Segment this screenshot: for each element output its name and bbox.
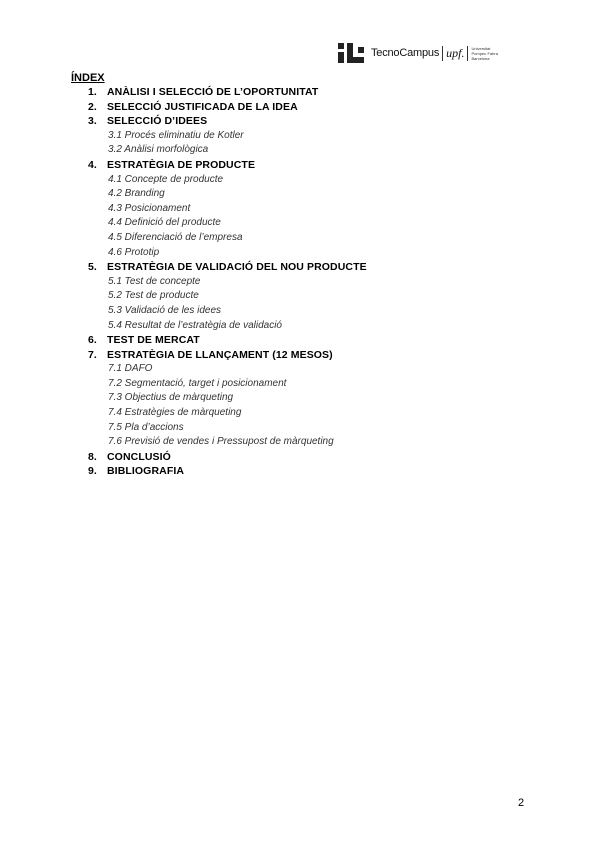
toc-entry	[0, 130, 600, 145]
toc-entry	[0, 217, 600, 232]
toc-subsection-label: 7.3 Objectius de màrqueting	[108, 392, 234, 404]
toc-subsection-label: 4.2 Branding	[108, 188, 165, 200]
toc-entry	[0, 86, 600, 101]
toc-entry	[0, 422, 600, 437]
toc-subsection-label: 5.4 Resultat de l’estratègia de validació	[108, 319, 282, 331]
toc-entry	[0, 188, 600, 203]
toc-subsection-label: 3.1 Procés eliminatiu de Kotler	[108, 129, 244, 141]
toc-entry	[0, 436, 600, 451]
page-header	[338, 38, 498, 68]
toc-subsection-label: 5.3 Validació de les idees	[108, 304, 222, 316]
toc-entry	[0, 232, 600, 247]
toc-entry	[0, 305, 600, 320]
toc-subsection-label: 4.1 Concepte de producte	[108, 173, 224, 185]
toc-entry-number: 9.	[88, 465, 97, 478]
toc-entry	[0, 276, 600, 291]
toc-entry	[0, 247, 600, 262]
toc-subsection-label: 7.5 Pla d’accions	[108, 421, 184, 433]
toc-entry-number: 5.	[88, 261, 97, 274]
toc-entry	[0, 115, 600, 130]
toc-entry	[0, 378, 600, 393]
toc-subsection-label: 3.2 Anàlisi morfològica	[108, 144, 209, 156]
toc-subsection-label: 5.2 Test de producte	[108, 290, 199, 302]
tecnocampus-logo-icon	[338, 43, 364, 63]
toc-entry	[0, 144, 600, 159]
toc-subsection-label: 4.4 Definició del producte	[108, 217, 221, 229]
toc-section-label: ESTRATÈGIA DE LLANÇAMENT (12 MESOS)	[107, 348, 333, 361]
toc-entry	[0, 465, 600, 480]
toc-entry	[0, 290, 600, 305]
toc-entry	[0, 174, 600, 189]
upf-logo-text: upf.	[442, 46, 464, 61]
toc-entry-number: 3.	[88, 115, 97, 128]
toc-entry-number: 2.	[88, 100, 97, 113]
toc-section-label: ESTRATÈGIA DE VALIDACIÓ DEL NOU PRODUCTE	[107, 261, 367, 274]
toc-entry-number: 7.	[88, 348, 97, 361]
toc-section-label: SELECCIÓ JUSTIFICADA DE LA IDEA	[107, 100, 298, 113]
toc-entry-number: 4.	[88, 158, 97, 171]
toc-entry	[0, 203, 600, 218]
toc-subsection-label: 4.3 Posicionament	[108, 202, 191, 214]
toc-entry	[0, 320, 600, 335]
toc-entry	[0, 334, 600, 349]
toc-section-label: CONCLUSIÓ	[107, 450, 171, 463]
toc-subsection-label: 4.5 Diferenciació de l’empresa	[108, 231, 243, 243]
toc-subsection-label: 7.6 Previsió de vendes i Pressupost de màrqueting	[108, 436, 334, 448]
toc-entry-number: 8.	[88, 450, 97, 463]
toc-entry-number: 1.	[88, 86, 97, 98]
toc-entry-number: 6.	[88, 334, 97, 347]
toc-entry	[0, 392, 600, 407]
toc-entry	[0, 363, 600, 378]
toc-subsection-label: 7.2 Segmentació, target i posicionament	[108, 377, 287, 389]
page-number: 2	[518, 797, 525, 809]
toc-subsection-label: 4.6 Prototip	[108, 246, 160, 258]
toc-subsection-label: 7.4 Estratègies de màrqueting	[108, 407, 242, 419]
toc-section-label: SELECCIÓ D’IDEES	[107, 115, 208, 128]
toc-section-label: ESTRATÈGIA DE PRODUCTE	[107, 158, 256, 171]
toc-section-label: BIBLIOGRAFIA	[107, 465, 185, 478]
toc-entry	[0, 261, 600, 276]
table-of-contents	[0, 86, 600, 480]
university-name: Universitat Pompeu Fabra Barcelona	[467, 46, 497, 61]
toc-subsection-label: 5.1 Test de concepte	[108, 275, 201, 287]
toc-entry	[0, 159, 600, 174]
toc-entry	[0, 407, 600, 422]
index-title: ÍNDEX	[71, 72, 105, 84]
toc-entry	[0, 349, 600, 364]
brand-name: TecnoCampus	[371, 47, 440, 59]
toc-section-label: TEST DE MERCAT	[107, 334, 200, 347]
toc-entry	[0, 451, 600, 466]
toc-subsection-label: 7.1 DAFO	[108, 363, 153, 375]
toc-section-label: ANÀLISI I SELECCIÓ DE L’OPORTUNITAT	[107, 86, 319, 98]
toc-entry	[0, 101, 600, 116]
